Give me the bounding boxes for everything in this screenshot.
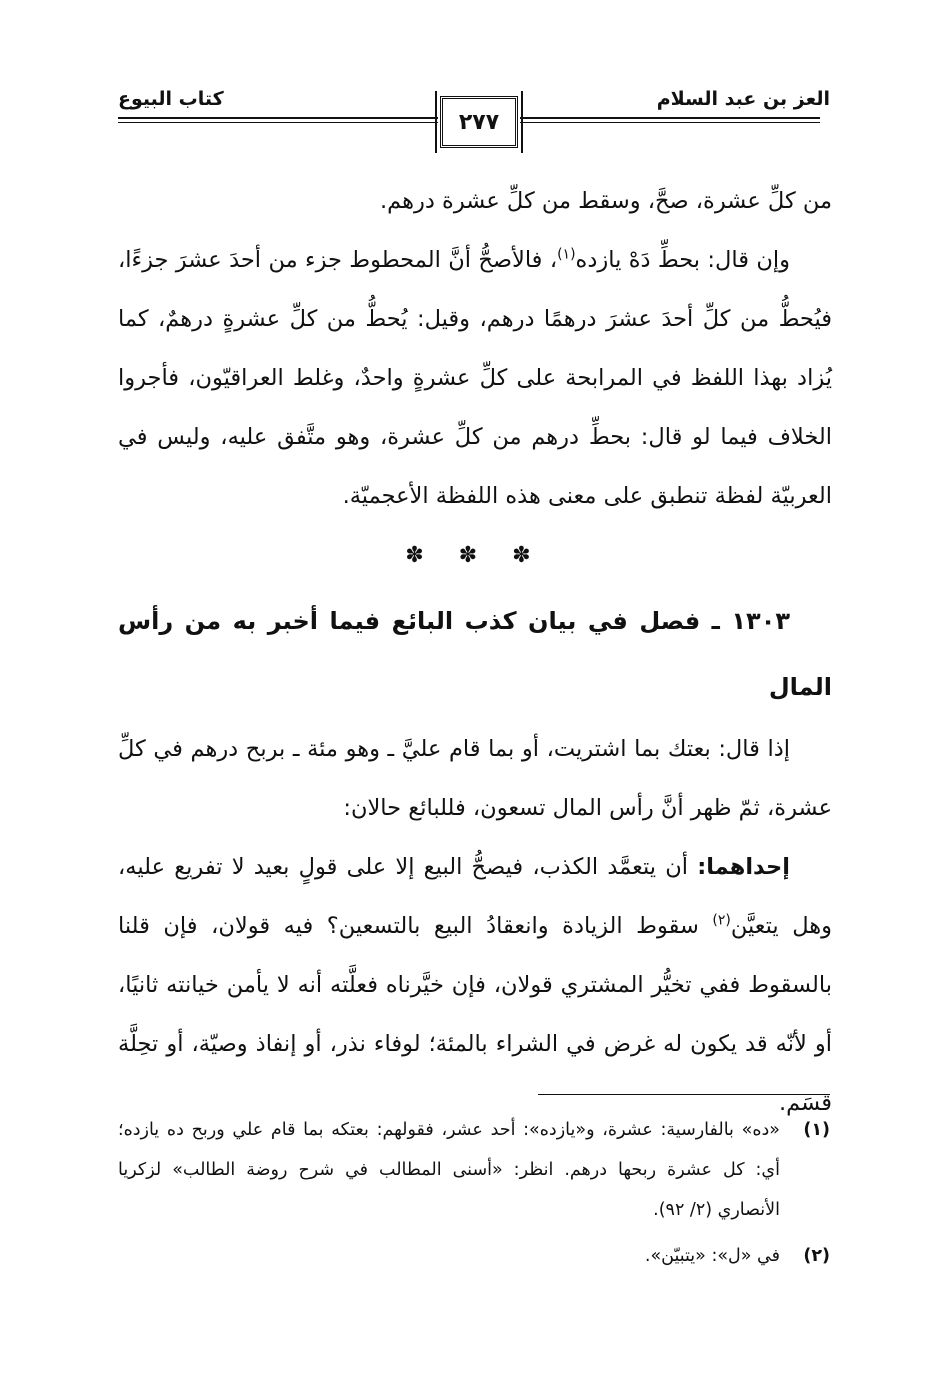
footnote-divider [538,1094,830,1095]
section-separator: ✽ ✽ ✽ [405,543,545,568]
running-header-chapter: كتاب البيوع [118,88,224,110]
paragraph-text: أن يتعمَّد الكذب، فيصحُّ البيع إلا على قولٍ بعيد لا تفريع عليه، وهل يتعيَّن [118,854,832,939]
running-header-author: العز بن عبد السلام [656,88,830,110]
header-rule [520,117,820,119]
header-rule [118,117,438,119]
footnotes [118,1110,830,1276]
paragraph [118,838,832,1133]
footnote [118,1110,830,1230]
paragraph-lead: إحداهما: [697,854,790,880]
main-text [118,172,832,1133]
footnote [118,1236,830,1276]
page-number-text: ٢٧٧ [458,109,500,135]
section-heading: ١٣٠٣ ـ فصل في بيان كذب البائع فيما أخبر به من رأس المال [118,607,832,701]
header-rule [520,122,820,123]
footnote-ref[interactable]: (١) [557,246,576,263]
footnote-number: (١) [803,1120,830,1140]
footnote-ref[interactable]: (٢) [712,912,731,929]
paragraph-text: ، فالأصحُّ أنَّ المحطوط جزء من أحدَ عشرَ جزءًا، فيُحطُّ من كلِّ أحدَ عشرَ درهمًا درهم، وقيل: يُحطُّ من كلِّ عشرةٍ درهمٌ، كما يُزاد بهذا اللفظ في المرابحة على كلِّ عشرةٍ واحدٌ، وغلط العراقيّون، فأجروا الخلاف فيما لو قال: بحطِّ درهم من كلِّ عشرة، وهو متَّفق عليه، وليس في العربيّة لفظة تنطبق على معنى هذه اللفظة الأعجميّة. [118,247,832,509]
paragraph: من كلِّ عشرة، صحَّ، وسقط من كلِّ عشرة درهم. [380,188,832,214]
page-number [440,96,518,148]
footnote-text: «ده» بالفارسية: عشرة، و«يازده»: أحد عشر، فقولهم: بعتكه بما قام علي وربح ده يازده؛ أي: كل عشرة ربحها درهم. انظر: «أسنى المطالب في شرح روضة الطالب» لزكريا الأنصاري (٢/ ٩٢). [118,1120,780,1220]
header-rule [118,122,438,123]
paragraph: إذا قال: بعتك بما اشتريت، أو بما قام عليَّ ـ وهو مئة ـ بربح درهم في كلِّ عشرة، ثمّ ظهر أنَّ رأس المال تسعون، فللبائع حالان: [118,736,832,821]
footnote-number: (٢) [803,1246,830,1266]
paragraph [118,231,832,526]
footnote-text: في «ل»: «يتبيّن». [644,1246,780,1266]
paragraph-text: سقوط الزيادة وانعقادُ البيع بالتسعين؟ فيه قولان، فإن قلنا بالسقوط ففي تخيُّر المشتري قولان، فإن خيَّرناه فعلَّته أنه لا يأمن خيانته ثانيًا، أو لأنّه قد يكون له غرض في الشراء بالمئة؛ لوفاء نذر، أو إنفاذ وصيّة، أو تحِلَّة قسَم. [118,913,832,1116]
paragraph-text: وإن قال: بحطِّ دَهْ يازده [575,247,790,273]
